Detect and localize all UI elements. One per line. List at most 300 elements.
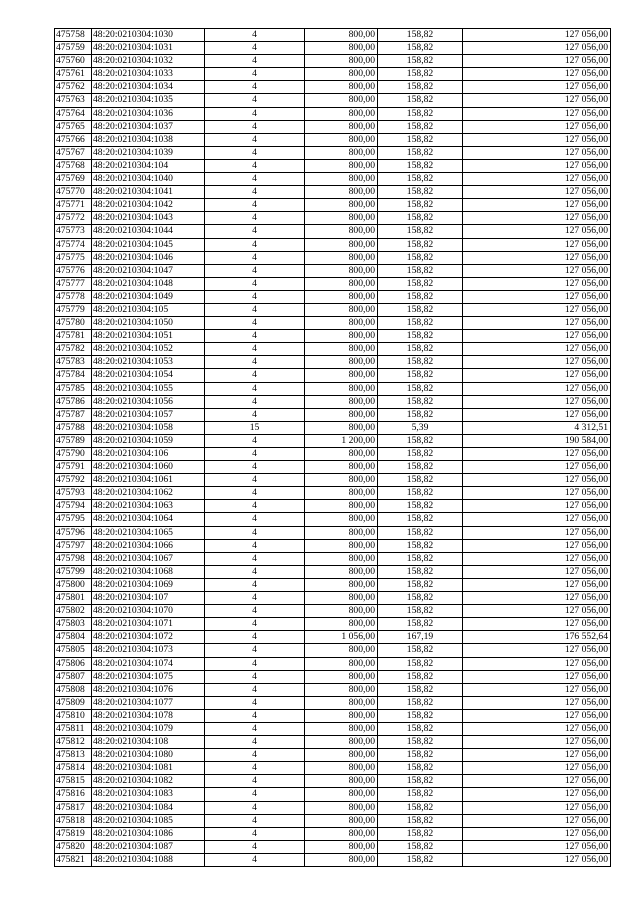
cell-total: 127 056,00 (463, 199, 611, 212)
cell-price: 158,82 (378, 356, 463, 369)
cell-total: 127 056,00 (463, 578, 611, 591)
table-row (55, 173, 611, 186)
cell-id: 475794 (55, 500, 92, 513)
table-row (55, 369, 611, 382)
cell-area: 800,00 (305, 120, 378, 133)
cell-cadastral-number: 48:20:0210304:1074 (92, 657, 205, 670)
table-row (55, 762, 611, 775)
cell-count: 4 (205, 840, 305, 853)
cell-count: 4 (205, 29, 305, 42)
cell-cadastral-number: 48:20:0210304:1060 (92, 461, 205, 474)
cell-area: 800,00 (305, 290, 378, 303)
cell-area: 800,00 (305, 159, 378, 172)
cell-id: 475764 (55, 107, 92, 120)
cell-total: 127 056,00 (463, 709, 611, 722)
cell-area: 800,00 (305, 696, 378, 709)
cell-total: 127 056,00 (463, 238, 611, 251)
cell-count: 4 (205, 461, 305, 474)
cell-count: 4 (205, 55, 305, 68)
cell-price: 158,82 (378, 330, 463, 343)
cell-total: 127 056,00 (463, 722, 611, 735)
cell-cadastral-number: 48:20:0210304:1085 (92, 814, 205, 827)
cell-total: 127 056,00 (463, 500, 611, 513)
cell-id: 475770 (55, 186, 92, 199)
table-row (55, 657, 611, 670)
cell-area: 800,00 (305, 840, 378, 853)
cell-id: 475769 (55, 173, 92, 186)
cell-cadastral-number: 48:20:0210304:1080 (92, 749, 205, 762)
table-row (55, 474, 611, 487)
cell-total: 127 056,00 (463, 565, 611, 578)
cell-count: 4 (205, 670, 305, 683)
table-row (55, 775, 611, 788)
cell-price: 158,82 (378, 683, 463, 696)
cell-count: 4 (205, 186, 305, 199)
cell-cadastral-number: 48:20:0210304:1071 (92, 618, 205, 631)
cell-count: 4 (205, 330, 305, 343)
table-row (55, 853, 611, 866)
cell-id: 475785 (55, 382, 92, 395)
cell-area: 800,00 (305, 330, 378, 343)
cell-id: 475795 (55, 513, 92, 526)
cell-id: 475804 (55, 631, 92, 644)
cell-count: 4 (205, 578, 305, 591)
cell-id: 475773 (55, 225, 92, 238)
cell-cadastral-number: 48:20:0210304:1047 (92, 264, 205, 277)
cell-cadastral-number: 48:20:0210304:1061 (92, 474, 205, 487)
table-row (55, 722, 611, 735)
cell-area: 800,00 (305, 814, 378, 827)
cell-area: 800,00 (305, 722, 378, 735)
cell-price: 158,82 (378, 199, 463, 212)
cell-price: 158,82 (378, 159, 463, 172)
cell-count: 4 (205, 264, 305, 277)
cell-count: 4 (205, 853, 305, 866)
cell-price: 158,82 (378, 618, 463, 631)
cell-area: 800,00 (305, 618, 378, 631)
cell-count: 4 (205, 212, 305, 225)
cell-price: 158,82 (378, 448, 463, 461)
cell-price: 158,82 (378, 251, 463, 264)
cell-total: 127 056,00 (463, 788, 611, 801)
cell-count: 4 (205, 827, 305, 840)
cell-area: 800,00 (305, 317, 378, 330)
cell-price: 158,82 (378, 434, 463, 447)
cell-price: 158,82 (378, 42, 463, 55)
table-row (55, 539, 611, 552)
cell-count: 4 (205, 749, 305, 762)
cell-cadastral-number: 48:20:0210304:1073 (92, 644, 205, 657)
cell-count: 4 (205, 251, 305, 264)
cell-count: 4 (205, 539, 305, 552)
cell-total: 127 056,00 (463, 408, 611, 421)
cell-id: 475798 (55, 552, 92, 565)
cell-count: 4 (205, 173, 305, 186)
cell-area: 800,00 (305, 552, 378, 565)
cell-cadastral-number: 48:20:0210304:1069 (92, 578, 205, 591)
cell-id: 475806 (55, 657, 92, 670)
cell-area: 800,00 (305, 173, 378, 186)
cell-count: 4 (205, 474, 305, 487)
cell-cadastral-number: 48:20:0210304:1082 (92, 775, 205, 788)
cell-count: 4 (205, 605, 305, 618)
cell-area: 800,00 (305, 448, 378, 461)
cell-cadastral-number: 48:20:0210304:1078 (92, 709, 205, 722)
cell-price: 158,82 (378, 107, 463, 120)
table-row (55, 330, 611, 343)
cell-total: 127 056,00 (463, 330, 611, 343)
cell-id: 475812 (55, 736, 92, 749)
cell-price: 158,82 (378, 395, 463, 408)
cell-total: 127 056,00 (463, 68, 611, 81)
cell-total: 127 056,00 (463, 343, 611, 356)
cell-cadastral-number: 48:20:0210304:1065 (92, 526, 205, 539)
cell-area: 800,00 (305, 709, 378, 722)
cell-price: 158,82 (378, 290, 463, 303)
cell-cadastral-number: 48:20:0210304:1059 (92, 434, 205, 447)
cell-count: 4 (205, 552, 305, 565)
cell-cadastral-number: 48:20:0210304:1079 (92, 722, 205, 735)
cell-id: 475774 (55, 238, 92, 251)
cell-total: 127 056,00 (463, 42, 611, 55)
cell-area: 800,00 (305, 94, 378, 107)
cell-price: 158,82 (378, 592, 463, 605)
cell-price: 5,39 (378, 421, 463, 434)
table-row (55, 120, 611, 133)
table-row (55, 186, 611, 199)
cell-total: 127 056,00 (463, 526, 611, 539)
table-row (55, 513, 611, 526)
cell-area: 1 056,00 (305, 631, 378, 644)
cell-price: 158,82 (378, 736, 463, 749)
cell-id: 475779 (55, 303, 92, 316)
table-row (55, 68, 611, 81)
cell-cadastral-number: 48:20:0210304:1075 (92, 670, 205, 683)
cell-total: 127 056,00 (463, 369, 611, 382)
cell-count: 4 (205, 801, 305, 814)
cell-cadastral-number: 48:20:0210304:1081 (92, 762, 205, 775)
cell-id: 475787 (55, 408, 92, 421)
cell-cadastral-number: 48:20:0210304:1037 (92, 120, 205, 133)
cell-area: 800,00 (305, 827, 378, 840)
cell-cadastral-number: 48:20:0210304:108 (92, 736, 205, 749)
table-row (55, 434, 611, 447)
cell-id: 475791 (55, 461, 92, 474)
cell-count: 4 (205, 42, 305, 55)
cell-area: 800,00 (305, 251, 378, 264)
cell-count: 4 (205, 526, 305, 539)
table-row (55, 225, 611, 238)
cell-cadastral-number: 48:20:0210304:1064 (92, 513, 205, 526)
cell-id: 475786 (55, 395, 92, 408)
table-row (55, 736, 611, 749)
cell-total: 127 056,00 (463, 670, 611, 683)
table-row (55, 408, 611, 421)
cell-count: 4 (205, 107, 305, 120)
cell-count: 4 (205, 277, 305, 290)
table-row (55, 146, 611, 159)
cell-area: 800,00 (305, 775, 378, 788)
cell-count: 4 (205, 644, 305, 657)
cell-id: 475797 (55, 539, 92, 552)
cell-total: 127 056,00 (463, 251, 611, 264)
cell-area: 800,00 (305, 644, 378, 657)
table-row (55, 356, 611, 369)
cell-cadastral-number: 48:20:0210304:1053 (92, 356, 205, 369)
cell-area: 800,00 (305, 749, 378, 762)
table-row (55, 696, 611, 709)
cell-area: 800,00 (305, 356, 378, 369)
cell-count: 4 (205, 146, 305, 159)
table-row (55, 644, 611, 657)
cell-cadastral-number: 48:20:0210304:1032 (92, 55, 205, 68)
cell-total: 127 056,00 (463, 487, 611, 500)
cell-price: 158,82 (378, 382, 463, 395)
cell-count: 4 (205, 592, 305, 605)
cell-cadastral-number: 48:20:0210304:1049 (92, 290, 205, 303)
table-row (55, 578, 611, 591)
table-row (55, 133, 611, 146)
table-row (55, 788, 611, 801)
cell-price: 158,82 (378, 461, 463, 474)
cell-cadastral-number: 48:20:0210304:1068 (92, 565, 205, 578)
cell-price: 158,82 (378, 173, 463, 186)
cell-id: 475808 (55, 683, 92, 696)
cell-total: 127 056,00 (463, 474, 611, 487)
cell-price: 158,82 (378, 840, 463, 853)
cell-cadastral-number: 48:20:0210304:107 (92, 592, 205, 605)
table-row (55, 212, 611, 225)
cell-area: 800,00 (305, 513, 378, 526)
cell-total: 127 056,00 (463, 225, 611, 238)
cell-id: 475775 (55, 251, 92, 264)
cell-total: 176 552,64 (463, 631, 611, 644)
cell-price: 158,82 (378, 238, 463, 251)
cell-count: 4 (205, 513, 305, 526)
cell-price: 158,82 (378, 644, 463, 657)
cell-area: 800,00 (305, 186, 378, 199)
cell-area: 800,00 (305, 408, 378, 421)
cell-total: 127 056,00 (463, 618, 611, 631)
cell-total: 127 056,00 (463, 290, 611, 303)
table-body (55, 29, 611, 867)
table-row (55, 500, 611, 513)
cell-total: 127 056,00 (463, 657, 611, 670)
cell-cadastral-number: 48:20:0210304:1033 (92, 68, 205, 81)
table-row (55, 749, 611, 762)
cell-total: 127 056,00 (463, 644, 611, 657)
table-row (55, 631, 611, 644)
cell-id: 475813 (55, 749, 92, 762)
cell-total: 127 056,00 (463, 133, 611, 146)
cell-cadastral-number: 48:20:0210304:1063 (92, 500, 205, 513)
cell-price: 158,82 (378, 722, 463, 735)
cell-price: 158,82 (378, 853, 463, 866)
cell-id: 475803 (55, 618, 92, 631)
cell-cadastral-number: 48:20:0210304:1046 (92, 251, 205, 264)
table-row (55, 526, 611, 539)
cell-price: 158,82 (378, 68, 463, 81)
cell-count: 4 (205, 448, 305, 461)
cell-price: 158,82 (378, 225, 463, 238)
cell-cadastral-number: 48:20:0210304:1036 (92, 107, 205, 120)
cell-cadastral-number: 48:20:0210304:1040 (92, 173, 205, 186)
cell-total: 127 056,00 (463, 159, 611, 172)
cell-area: 800,00 (305, 605, 378, 618)
cell-area: 800,00 (305, 369, 378, 382)
cell-area: 800,00 (305, 670, 378, 683)
cell-cadastral-number: 48:20:0210304:105 (92, 303, 205, 316)
cell-id: 475777 (55, 277, 92, 290)
cell-cadastral-number: 48:20:0210304:1057 (92, 408, 205, 421)
cell-count: 4 (205, 631, 305, 644)
cell-price: 158,82 (378, 120, 463, 133)
cell-price: 158,82 (378, 749, 463, 762)
table-row (55, 827, 611, 840)
cell-area: 800,00 (305, 81, 378, 94)
cell-cadastral-number: 48:20:0210304:1044 (92, 225, 205, 238)
cell-id: 475758 (55, 29, 92, 42)
cell-total: 127 056,00 (463, 762, 611, 775)
cell-area: 800,00 (305, 277, 378, 290)
cell-count: 4 (205, 343, 305, 356)
cell-id: 475760 (55, 55, 92, 68)
cell-total: 127 056,00 (463, 696, 611, 709)
cell-total: 127 056,00 (463, 212, 611, 225)
table-row (55, 55, 611, 68)
cell-price: 158,82 (378, 81, 463, 94)
cell-price: 158,82 (378, 775, 463, 788)
cell-cadastral-number: 48:20:0210304:1076 (92, 683, 205, 696)
cell-cadastral-number: 48:20:0210304:1030 (92, 29, 205, 42)
cell-area: 800,00 (305, 107, 378, 120)
cell-area: 800,00 (305, 592, 378, 605)
cell-area: 800,00 (305, 212, 378, 225)
table-row (55, 565, 611, 578)
cell-id: 475799 (55, 565, 92, 578)
cell-total: 127 056,00 (463, 55, 611, 68)
cell-area: 800,00 (305, 736, 378, 749)
cell-total: 127 056,00 (463, 173, 611, 186)
cell-cadastral-number: 48:20:0210304:1056 (92, 395, 205, 408)
cell-id: 475819 (55, 827, 92, 840)
cell-count: 4 (205, 775, 305, 788)
cell-price: 158,82 (378, 552, 463, 565)
cell-total: 127 056,00 (463, 513, 611, 526)
cell-cadastral-number: 48:20:0210304:1038 (92, 133, 205, 146)
cell-id: 475763 (55, 94, 92, 107)
cell-count: 4 (205, 657, 305, 670)
cell-area: 800,00 (305, 382, 378, 395)
cell-total: 127 056,00 (463, 107, 611, 120)
cell-count: 4 (205, 369, 305, 382)
table-row (55, 343, 611, 356)
cell-count: 4 (205, 382, 305, 395)
table-row (55, 840, 611, 853)
cell-id: 475790 (55, 448, 92, 461)
cell-cadastral-number: 48:20:0210304:1050 (92, 317, 205, 330)
cell-cadastral-number: 48:20:0210304:1052 (92, 343, 205, 356)
cell-area: 800,00 (305, 199, 378, 212)
cell-id: 475772 (55, 212, 92, 225)
table-row (55, 592, 611, 605)
cell-cadastral-number: 48:20:0210304:1031 (92, 42, 205, 55)
cell-count: 4 (205, 94, 305, 107)
table-row (55, 29, 611, 42)
cell-total: 127 056,00 (463, 120, 611, 133)
cell-id: 475765 (55, 120, 92, 133)
cell-cadastral-number: 48:20:0210304:106 (92, 448, 205, 461)
cell-total: 127 056,00 (463, 775, 611, 788)
table-row (55, 382, 611, 395)
cell-id: 475815 (55, 775, 92, 788)
cell-cadastral-number: 48:20:0210304:1045 (92, 238, 205, 251)
cell-total: 127 056,00 (463, 356, 611, 369)
cell-count: 4 (205, 696, 305, 709)
cell-cadastral-number: 48:20:0210304:1083 (92, 788, 205, 801)
cell-id: 475768 (55, 159, 92, 172)
cell-area: 800,00 (305, 55, 378, 68)
table-row (55, 94, 611, 107)
cell-id: 475776 (55, 264, 92, 277)
cell-area: 800,00 (305, 264, 378, 277)
cell-area: 800,00 (305, 461, 378, 474)
cell-id: 475762 (55, 81, 92, 94)
cell-id: 475817 (55, 801, 92, 814)
cell-total: 127 056,00 (463, 683, 611, 696)
cell-price: 158,82 (378, 827, 463, 840)
cell-area: 800,00 (305, 343, 378, 356)
cell-id: 475814 (55, 762, 92, 775)
cell-price: 158,82 (378, 212, 463, 225)
cell-cadastral-number: 48:20:0210304:1070 (92, 605, 205, 618)
cell-id: 475782 (55, 343, 92, 356)
cell-price: 158,82 (378, 578, 463, 591)
cell-price: 158,82 (378, 657, 463, 670)
cell-cadastral-number: 48:20:0210304:1039 (92, 146, 205, 159)
table-row (55, 395, 611, 408)
cell-area: 800,00 (305, 578, 378, 591)
cell-id: 475778 (55, 290, 92, 303)
cell-area: 800,00 (305, 788, 378, 801)
table-row (55, 487, 611, 500)
cell-area: 800,00 (305, 421, 378, 434)
cell-id: 475781 (55, 330, 92, 343)
cell-price: 158,82 (378, 788, 463, 801)
cell-id: 475793 (55, 487, 92, 500)
cell-cadastral-number: 48:20:0210304:1072 (92, 631, 205, 644)
cell-id: 475766 (55, 133, 92, 146)
cell-total: 127 056,00 (463, 277, 611, 290)
cell-id: 475789 (55, 434, 92, 447)
cell-count: 4 (205, 788, 305, 801)
cell-area: 800,00 (305, 565, 378, 578)
cell-count: 4 (205, 290, 305, 303)
table-row (55, 303, 611, 316)
cell-price: 158,82 (378, 264, 463, 277)
table-row (55, 159, 611, 172)
cell-count: 4 (205, 199, 305, 212)
table-row (55, 461, 611, 474)
cell-id: 475759 (55, 42, 92, 55)
table-row (55, 683, 611, 696)
cell-area: 800,00 (305, 853, 378, 866)
cell-id: 475788 (55, 421, 92, 434)
cell-price: 158,82 (378, 801, 463, 814)
cell-total: 127 056,00 (463, 317, 611, 330)
cell-total: 127 056,00 (463, 552, 611, 565)
cell-price: 158,82 (378, 487, 463, 500)
